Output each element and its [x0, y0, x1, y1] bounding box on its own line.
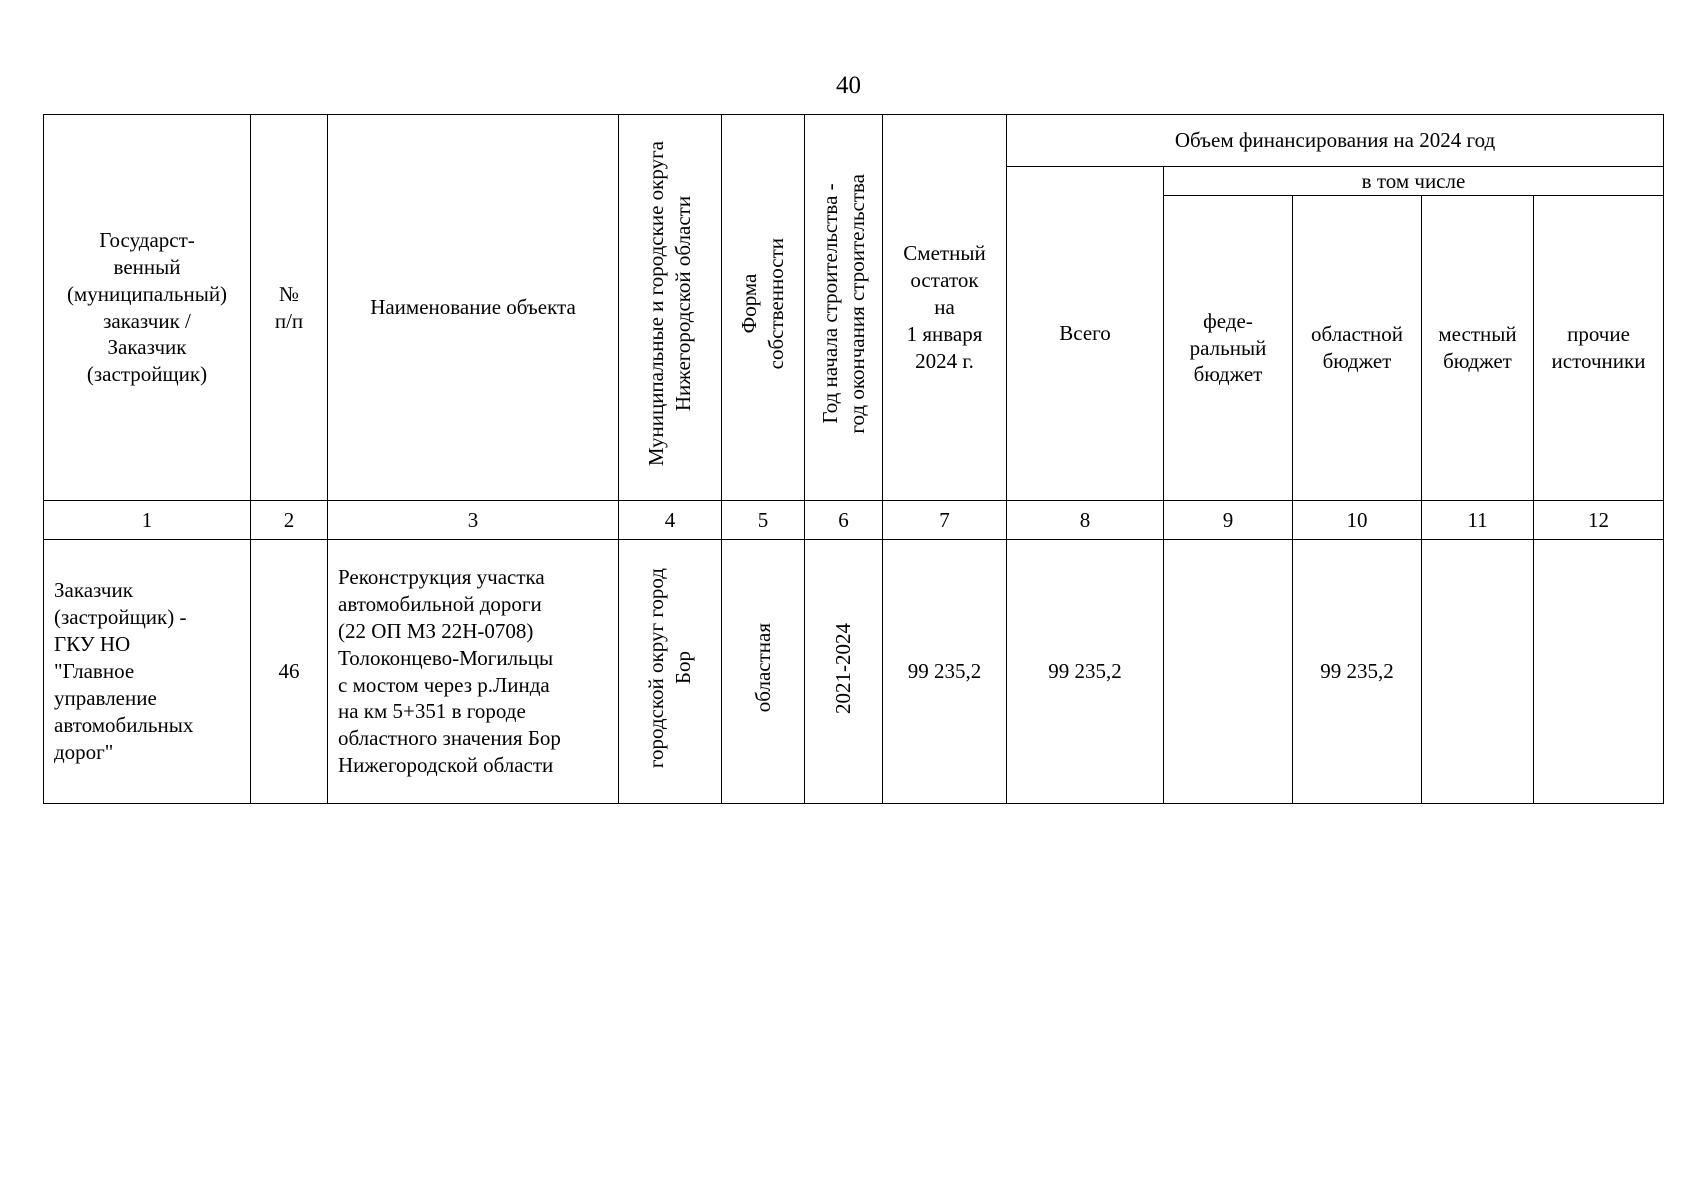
column-number: 9: [1164, 501, 1293, 540]
header-total: Всего: [1007, 167, 1164, 501]
cell-ownership: областная: [722, 540, 805, 804]
header-regional: областной бюджет: [1293, 196, 1422, 501]
cell-estimated-balance: 99 235,2: [883, 540, 1007, 804]
column-number: 8: [1007, 501, 1164, 540]
column-number: 6: [805, 501, 883, 540]
column-number: 7: [883, 501, 1007, 540]
financing-table: [43, 114, 1664, 804]
header-number: № п/п: [251, 115, 328, 501]
cell-number: 46: [251, 540, 328, 804]
column-number: 11: [1422, 501, 1534, 540]
header-object-name: Наименование объекта: [328, 115, 619, 501]
header-funding-group: Объем финансирования на 2024 год: [1007, 115, 1664, 167]
column-number: 2: [251, 501, 328, 540]
column-number: 3: [328, 501, 619, 540]
header-estimated-balance: Сметный остаток на 1 января 2024 г.: [883, 115, 1007, 501]
column-number: 10: [1293, 501, 1422, 540]
column-number: 4: [619, 501, 722, 540]
table-row: [44, 540, 1664, 804]
header-including: в том числе: [1164, 167, 1664, 196]
header-local: местный бюджет: [1422, 196, 1534, 501]
column-number: 12: [1534, 501, 1664, 540]
column-number: 5: [722, 501, 805, 540]
column-number-row: [44, 501, 1664, 540]
cell-years: 2021-2024: [805, 540, 883, 804]
header-municipality: Муниципальные и городские округа Нижегородской области: [619, 115, 722, 501]
header-years: Год начала строительства - год окончания строительства: [805, 115, 883, 501]
header-ownership: Форма собственности: [722, 115, 805, 501]
header-other: прочие источники: [1534, 196, 1664, 501]
header-federal: феде- ральный бюджет: [1164, 196, 1293, 501]
cell-other: [1534, 540, 1664, 804]
cell-object-name: Реконструкция участка автомобильной дороги (22 ОП МЗ 22Н-0708) Толоконцево-Могильцы с мостом через р.Линда на км 5+351 в городе областного значения Бор Нижегородской области: [328, 540, 619, 804]
header-customer: Государст- венный (муниципальный) заказчик / Заказчик (застройщик): [44, 115, 251, 501]
cell-regional: 99 235,2: [1293, 540, 1422, 804]
cell-customer: Заказчик (застройщик) - ГКУ НО "Главное управление автомобильных дорог": [44, 540, 251, 804]
cell-federal: [1164, 540, 1293, 804]
cell-total: 99 235,2: [1007, 540, 1164, 804]
cell-municipality: городской округ город Бор: [619, 540, 722, 804]
cell-local: [1422, 540, 1534, 804]
column-number: 1: [44, 501, 251, 540]
page-number: 40: [836, 72, 861, 99]
